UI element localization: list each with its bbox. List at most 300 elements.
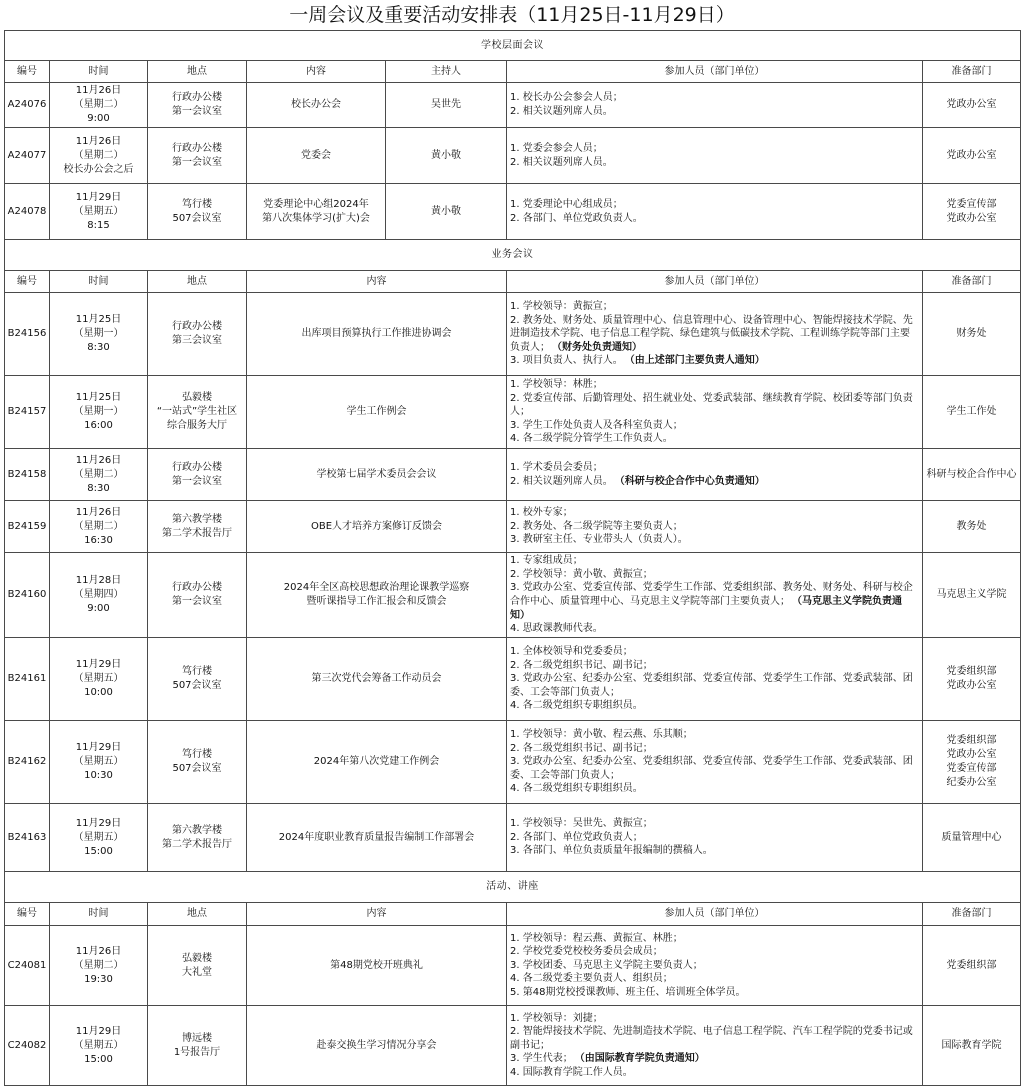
participant-item [510,533,916,547]
notice-note: （科研与校企合作中心负责通知） [619,475,765,487]
time-line: （星期五） [73,673,124,684]
cell-content [247,184,386,240]
column-header: 参加人员（部门单位） [507,271,923,293]
column-header: 准备部门 [923,903,1021,926]
time-line: （星期一） [73,328,124,339]
participant-item [510,142,916,156]
time-line: 11月26日 [75,85,122,96]
participant-item [510,378,916,392]
participant-text: 4. 国际教育学院工作人员。 [510,1066,633,1078]
time-line: 10:00 [84,687,113,698]
table-row [5,449,1021,501]
column-header: 准备部门 [923,61,1021,83]
section-heading: 业务会议 [5,240,1021,271]
time-line: 11月29日 [75,817,122,829]
participant-item [510,314,916,355]
place-line: 第一会议室 [172,156,222,168]
participant-item [510,932,916,946]
cell-participants [507,926,923,1006]
cell-content [247,804,507,872]
table-row [5,926,1021,1006]
cell-place [148,376,247,449]
table-row [5,293,1021,376]
time-line: （星期二） [73,520,124,532]
place-line: 1号报告厅 [173,1046,221,1058]
participant-text: 3. 教研室主任、专业带头人（负责人）。 [510,534,688,546]
cell-place [148,1006,247,1086]
dept-line: 教务处 [956,520,987,532]
place-line: 行政办公楼 [172,582,222,593]
time-line: 11月29日 [75,191,122,203]
participant-item [510,659,916,673]
participant-text: 2. 学校领导：黄小敬、黄振宣； [510,568,653,580]
participant-text: 4. 各二级学院分管学生工作负责人。 [510,433,673,445]
cell-dept [923,83,1021,128]
column-header-row [5,903,1021,926]
dept-line: 党政办公室 [946,149,997,161]
dept-line: 党政办公室 [946,212,997,224]
notice-note: （财务处负责通知） [557,341,642,353]
column-header: 地点 [148,903,247,926]
cell-content [247,501,507,553]
table-row [5,501,1021,553]
schedule-table [4,30,1021,1086]
column-header-row [5,271,1021,293]
participant-item [510,755,916,782]
place-line: 大礼堂 [182,966,212,978]
place-line: 507会议室 [172,763,222,774]
time-line: 8:15 [87,219,110,231]
participant-item [510,817,916,831]
cell-time [50,449,148,501]
time-line: （星期五） [73,205,124,217]
participant-text: 3. 学校团委、马克思主义学院主要负责人； [510,959,703,971]
participant-text: 2. 智能焊接技术学院、先进制造技术学院、电子信息工程学院、汽车工程学院的党委书记或副书记； [510,1026,913,1051]
content-line: 暨听课指导工作汇报会和反馈会 [306,596,447,607]
cell-time [50,501,148,553]
place-line: 笃行楼 [182,666,212,677]
column-header: 参加人员（部门单位） [507,61,923,83]
time-line: 11月26日 [75,945,122,957]
participant-text: 1. 学校领导：黄振宣； [510,301,613,313]
participant-text: 3. 党政办公室、纪委办公室、党委组织部、党委宣传部、党委学生工作部、党委武装部、团委、工会等部门负责人； [510,673,913,698]
cell-time [50,926,148,1006]
participant-item [510,212,916,226]
participant-text: 3. 学生代表； [510,1053,573,1065]
participant-item [510,581,916,622]
column-header: 内容 [247,271,507,293]
cell-place [148,184,247,240]
place-line: 第三会议室 [172,335,222,346]
place-line: 第一会议室 [172,475,222,487]
cell-content [247,926,507,1006]
dept-line: 党政办公室 [946,680,997,691]
participant-item [510,959,916,973]
participant-item [510,475,916,489]
table-row [5,128,1021,184]
participant-text: 2. 党委宣传部、后勤管理处、招生就业处、党委武装部、继续教育学院、校团委等部门负责人； [510,392,913,418]
cell-content [247,293,507,376]
participant-text: 1. 校外专家； [510,507,573,519]
participant-item [510,986,916,1000]
place-line: “一站式”学生社区 [156,406,238,417]
content-line: 出库项目预算执行工作推进协调会 [301,328,452,339]
participant-item [510,432,916,446]
cell-id: A24076 [5,83,50,128]
cell-id: A24077 [5,128,50,184]
cell-dept [923,804,1021,872]
table-row [5,638,1021,721]
cell-place [148,128,247,184]
place-line: 行政办公楼 [172,461,222,473]
participant-text: 3. 党政办公室、党委宣传部、党委学生工作部、党委组织部、教务处、财务处、科研与校企合作中心、质量管理中心、马克思主义学院等部门主要负责人； [510,582,913,607]
time-line: 16:30 [84,534,113,546]
cell-dept [923,1006,1021,1086]
time-line: （星期五） [73,756,124,767]
column-header: 内容 [247,903,507,926]
cell-dept [923,553,1021,638]
place-line: 综合服务大厅 [167,420,227,431]
cell-host: 黄小敬 [386,128,507,184]
cell-dept [923,926,1021,1006]
dept-line: 纪委办公室 [946,777,997,788]
participant-text: 2. 各部门、单位党政负责人。 [510,212,643,224]
participant-text: 2. 各二级党组织书记、副书记； [510,742,653,754]
section-heading-row [5,31,1021,61]
time-line: 10:30 [84,770,113,781]
participant-item [510,672,916,699]
participant-text: 1. 学校领导：程云燕、黄振宣、林胜； [510,932,683,944]
time-line: 11月25日 [75,314,122,325]
participant-text: 5. 第48期党校授课教师、班主任、培训班全体学员。 [510,986,746,998]
place-line: 507会议室 [172,680,222,691]
cell-time [50,293,148,376]
content-line: 学生工作例会 [346,406,407,417]
table-row [5,553,1021,638]
table-row [5,184,1021,240]
column-header-row [5,61,1021,83]
time-line: 11月26日 [75,454,122,466]
participant-text: 2. 各二级党组织书记、副书记； [510,659,653,671]
cell-content [247,449,507,501]
participant-item [510,1012,916,1026]
cell-place [148,449,247,501]
participant-text: 3. 学生工作处负责人及各科室负责人； [510,419,683,431]
participant-item [510,645,916,659]
participant-item [510,156,916,170]
cell-content [247,83,386,128]
cell-participants [507,83,923,128]
column-header: 时间 [50,903,148,926]
time-line: （星期四） [73,589,124,600]
participant-item [510,506,916,520]
content-line: 2024年第八次党建工作例会 [313,756,440,767]
time-line: （星期二） [73,468,124,480]
participant-item [510,1066,916,1080]
participant-text: 4. 思政课教师代表。 [510,623,603,635]
cell-participants [507,449,923,501]
participant-item [510,568,916,582]
place-line: 行政办公楼 [172,321,222,332]
participant-item [510,728,916,742]
column-header: 时间 [50,61,148,83]
cell-id: B24163 [5,804,50,872]
cell-participants [507,638,923,721]
time-line: 8:30 [87,342,110,353]
content-line: 第三次党代会筹备工作动员会 [311,673,442,684]
cell-participants [507,721,923,804]
column-header: 地点 [148,61,247,83]
time-line: （星期二） [73,99,124,110]
participant-item [510,1052,916,1066]
dept-line: 党委组织部 [946,959,997,971]
participant-text: 2. 学校党委党校校务委员会成员； [510,946,663,958]
participant-text: 1. 全体校领导和党委委员； [510,646,633,658]
dept-line: 学生工作处 [946,406,997,417]
cell-participants [507,184,923,240]
participant-item [510,782,916,796]
cell-place [148,721,247,804]
participant-text: 1. 学校领导：吴世先、黄振宣； [510,818,653,830]
dept-line: 财务处 [956,328,987,339]
cell-content [247,128,386,184]
content-line: 2024年度职业教育质量报告编制工作部署会 [278,831,475,843]
dept-line: 质量管理中心 [941,831,1002,843]
content-line: 赴泰交换生学习情况分享会 [316,1039,437,1051]
participant-text: 1. 党委会参会人员； [510,142,603,154]
participant-item [510,554,916,568]
participant-text: 1. 校长办公会参会人员； [510,92,623,104]
content-line: 第48期党校开班典礼 [330,959,423,971]
cell-content [247,721,507,804]
participant-text: 2. 相关议题列席人员。 [510,475,613,487]
participant-item [510,699,916,713]
section-heading: 活动、讲座 [5,872,1021,903]
place-line: 第二学术报告厅 [162,527,232,539]
notice-note: （马克思主义学院负责通知） [510,596,902,621]
cell-place [148,501,247,553]
cell-place [148,293,247,376]
place-line: 第六教学楼 [172,824,222,836]
time-line: （星期五） [73,831,124,843]
cell-id: B24162 [5,721,50,804]
dept-line: 科研与校企合作中心 [926,468,1017,480]
table-row [5,1006,1021,1086]
participant-item [510,831,916,845]
place-line: 笃行楼 [182,749,212,760]
time-line: 11月29日 [75,659,122,670]
place-line: 博远楼 [182,1032,212,1044]
participant-text: 2. 教务处、各二级学院等主要负责人； [510,520,683,532]
participant-item [510,105,916,119]
section-heading-row [5,240,1021,271]
cell-time [50,376,148,449]
cell-host: 黄小敬 [386,184,507,240]
cell-id: B24160 [5,553,50,638]
column-header: 内容 [247,61,386,83]
participant-item [510,622,916,636]
participant-text: 2. 相关议题列席人员。 [510,106,613,117]
dept-line: 党政办公室 [946,749,997,760]
time-line: 11月26日 [75,506,122,518]
time-line: （星期二） [73,959,124,971]
cell-content [247,638,507,721]
cell-id: B24159 [5,501,50,553]
cell-time [50,553,148,638]
place-line: 笃行楼 [182,198,212,210]
place-line: 弘毅楼 [182,392,212,403]
participant-item [510,742,916,756]
cell-time [50,721,148,804]
place-line: 行政办公楼 [172,92,222,103]
participant-item [510,354,916,368]
cell-place [148,553,247,638]
cell-id: A24078 [5,184,50,240]
cell-participants [507,804,923,872]
cell-dept [923,128,1021,184]
participant-text: 4. 各二级党委主要负责人、组织员； [510,973,673,985]
column-header: 地点 [148,271,247,293]
cell-id: B24158 [5,449,50,501]
dept-line: 党委宣传部 [946,763,997,774]
cell-time [50,1006,148,1086]
cell-participants [507,376,923,449]
content-line: 2024年全区高校思想政治理论课教学巡察 [283,582,470,593]
cell-time [50,83,148,128]
notice-note: （由上述部门主要负责人通知） [629,355,765,367]
place-line: 507会议室 [172,212,222,224]
time-line: 19:30 [84,973,113,985]
participant-text: 1. 党委理论中心组成员； [510,198,623,210]
dept-line: 党委组织部 [946,735,997,746]
content-line: 党委会 [301,149,331,161]
table-row [5,804,1021,872]
cell-content [247,376,507,449]
cell-participants [507,293,923,376]
cell-time [50,638,148,721]
cell-dept [923,638,1021,721]
time-line: 8:30 [87,482,110,494]
participant-text: 1. 学术委员会委员； [510,461,603,473]
time-line: （星期五） [73,1039,124,1051]
cell-participants [507,553,923,638]
cell-id: B24156 [5,293,50,376]
participant-text: 2. 教务处、财务处、质量管理中心、信息管理中心、设备管理中心、智能焊接技术学院、先进制造技术学院、电子信息工程学院、绿色建筑与低碳技术学院、工程训练学院等部门主要负责人； [510,314,913,353]
column-header: 编号 [5,61,50,83]
time-line: 9:00 [87,113,110,124]
time-line: 11月28日 [75,575,122,586]
cell-id: C24082 [5,1006,50,1086]
content-line: 党委理论中心组2024年 [263,198,369,210]
section-heading-row [5,872,1021,903]
participant-text: 3. 党政办公室、纪委办公室、党委组织部、党委宣传部、党委学生工作部、党委武装部、团委、工会等部门负责人； [510,756,913,781]
place-line: 第一会议室 [172,596,222,607]
participant-item [510,1025,916,1052]
column-header: 时间 [50,271,148,293]
content-line: 第八次集体学习(扩大)会 [262,212,370,224]
cell-content [247,553,507,638]
participant-text: 1. 专家组成员； [510,555,583,567]
page-title: 一周会议及重要活动安排表（11月25日-11月29日） [289,4,735,26]
place-line: 第二学术报告厅 [162,838,232,850]
time-line: 15:00 [84,845,113,857]
cell-dept [923,293,1021,376]
cell-place [148,926,247,1006]
table-row [5,83,1021,128]
cell-id: B24161 [5,638,50,721]
cell-time [50,184,148,240]
cell-time [50,128,148,184]
cell-dept [923,376,1021,449]
cell-id: B24157 [5,376,50,449]
cell-id: C24081 [5,926,50,1006]
participant-item [510,461,916,475]
participant-item [510,198,916,212]
participant-item [510,300,916,314]
participant-item [510,392,916,419]
cell-dept [923,449,1021,501]
dept-line: 党委宣传部 [946,198,997,210]
content-line: OBE人才培养方案修订反馈会 [310,520,443,532]
time-line: 11月26日 [75,135,122,147]
table-row [5,376,1021,449]
cell-participants [507,1006,923,1086]
cell-host: 吴世先 [386,83,507,128]
column-header: 主持人 [386,61,507,83]
column-header: 参加人员（部门单位） [507,903,923,926]
cell-place [148,804,247,872]
cell-place [148,83,247,128]
participant-text: 1. 学校领导：黄小敬、程云燕、乐其顺； [510,729,693,741]
participant-text: 3. 各部门、单位负责质量年报编制的撰稿人。 [510,845,713,857]
content-line: 校长办公会 [291,99,341,110]
cell-participants [507,501,923,553]
cell-dept [923,501,1021,553]
participant-text: 2. 各部门、单位党政负责人； [510,831,643,843]
participant-item [510,520,916,534]
schedule-body [5,31,1021,1086]
cell-dept [923,721,1021,804]
participant-item [510,844,916,858]
participant-text: 1. 学校领导：林胜； [510,379,603,391]
time-line: （星期二） [73,149,124,161]
time-line: 11月25日 [75,392,122,403]
dept-line: 党政办公室 [946,99,997,110]
place-line: 弘毅楼 [182,952,212,964]
cell-place [148,638,247,721]
column-header: 编号 [5,903,50,926]
participant-text: 4. 各二级党组织专职组织员。 [510,700,643,712]
time-line: 15:00 [84,1053,113,1065]
dept-line: 党委组织部 [946,666,997,677]
participant-item [510,945,916,959]
time-line: （星期一） [73,406,124,417]
participant-item [510,91,916,105]
participant-item [510,972,916,986]
place-line: 第六教学楼 [172,513,222,525]
table-row [5,721,1021,804]
notice-note: （由国际教育学院负责通知） [579,1053,705,1065]
dept-line: 国际教育学院 [941,1039,1002,1051]
cell-dept [923,184,1021,240]
participant-text: 3. 项目负责人、执行人。 [510,355,623,367]
participant-text: 4. 各二级党组织专职组织员。 [510,783,643,795]
cell-participants [507,128,923,184]
dept-line: 马克思主义学院 [936,589,1007,600]
time-line: 11月29日 [75,742,122,753]
content-line: 学校第七届学术委员会会议 [316,468,437,480]
participant-item [510,419,916,433]
